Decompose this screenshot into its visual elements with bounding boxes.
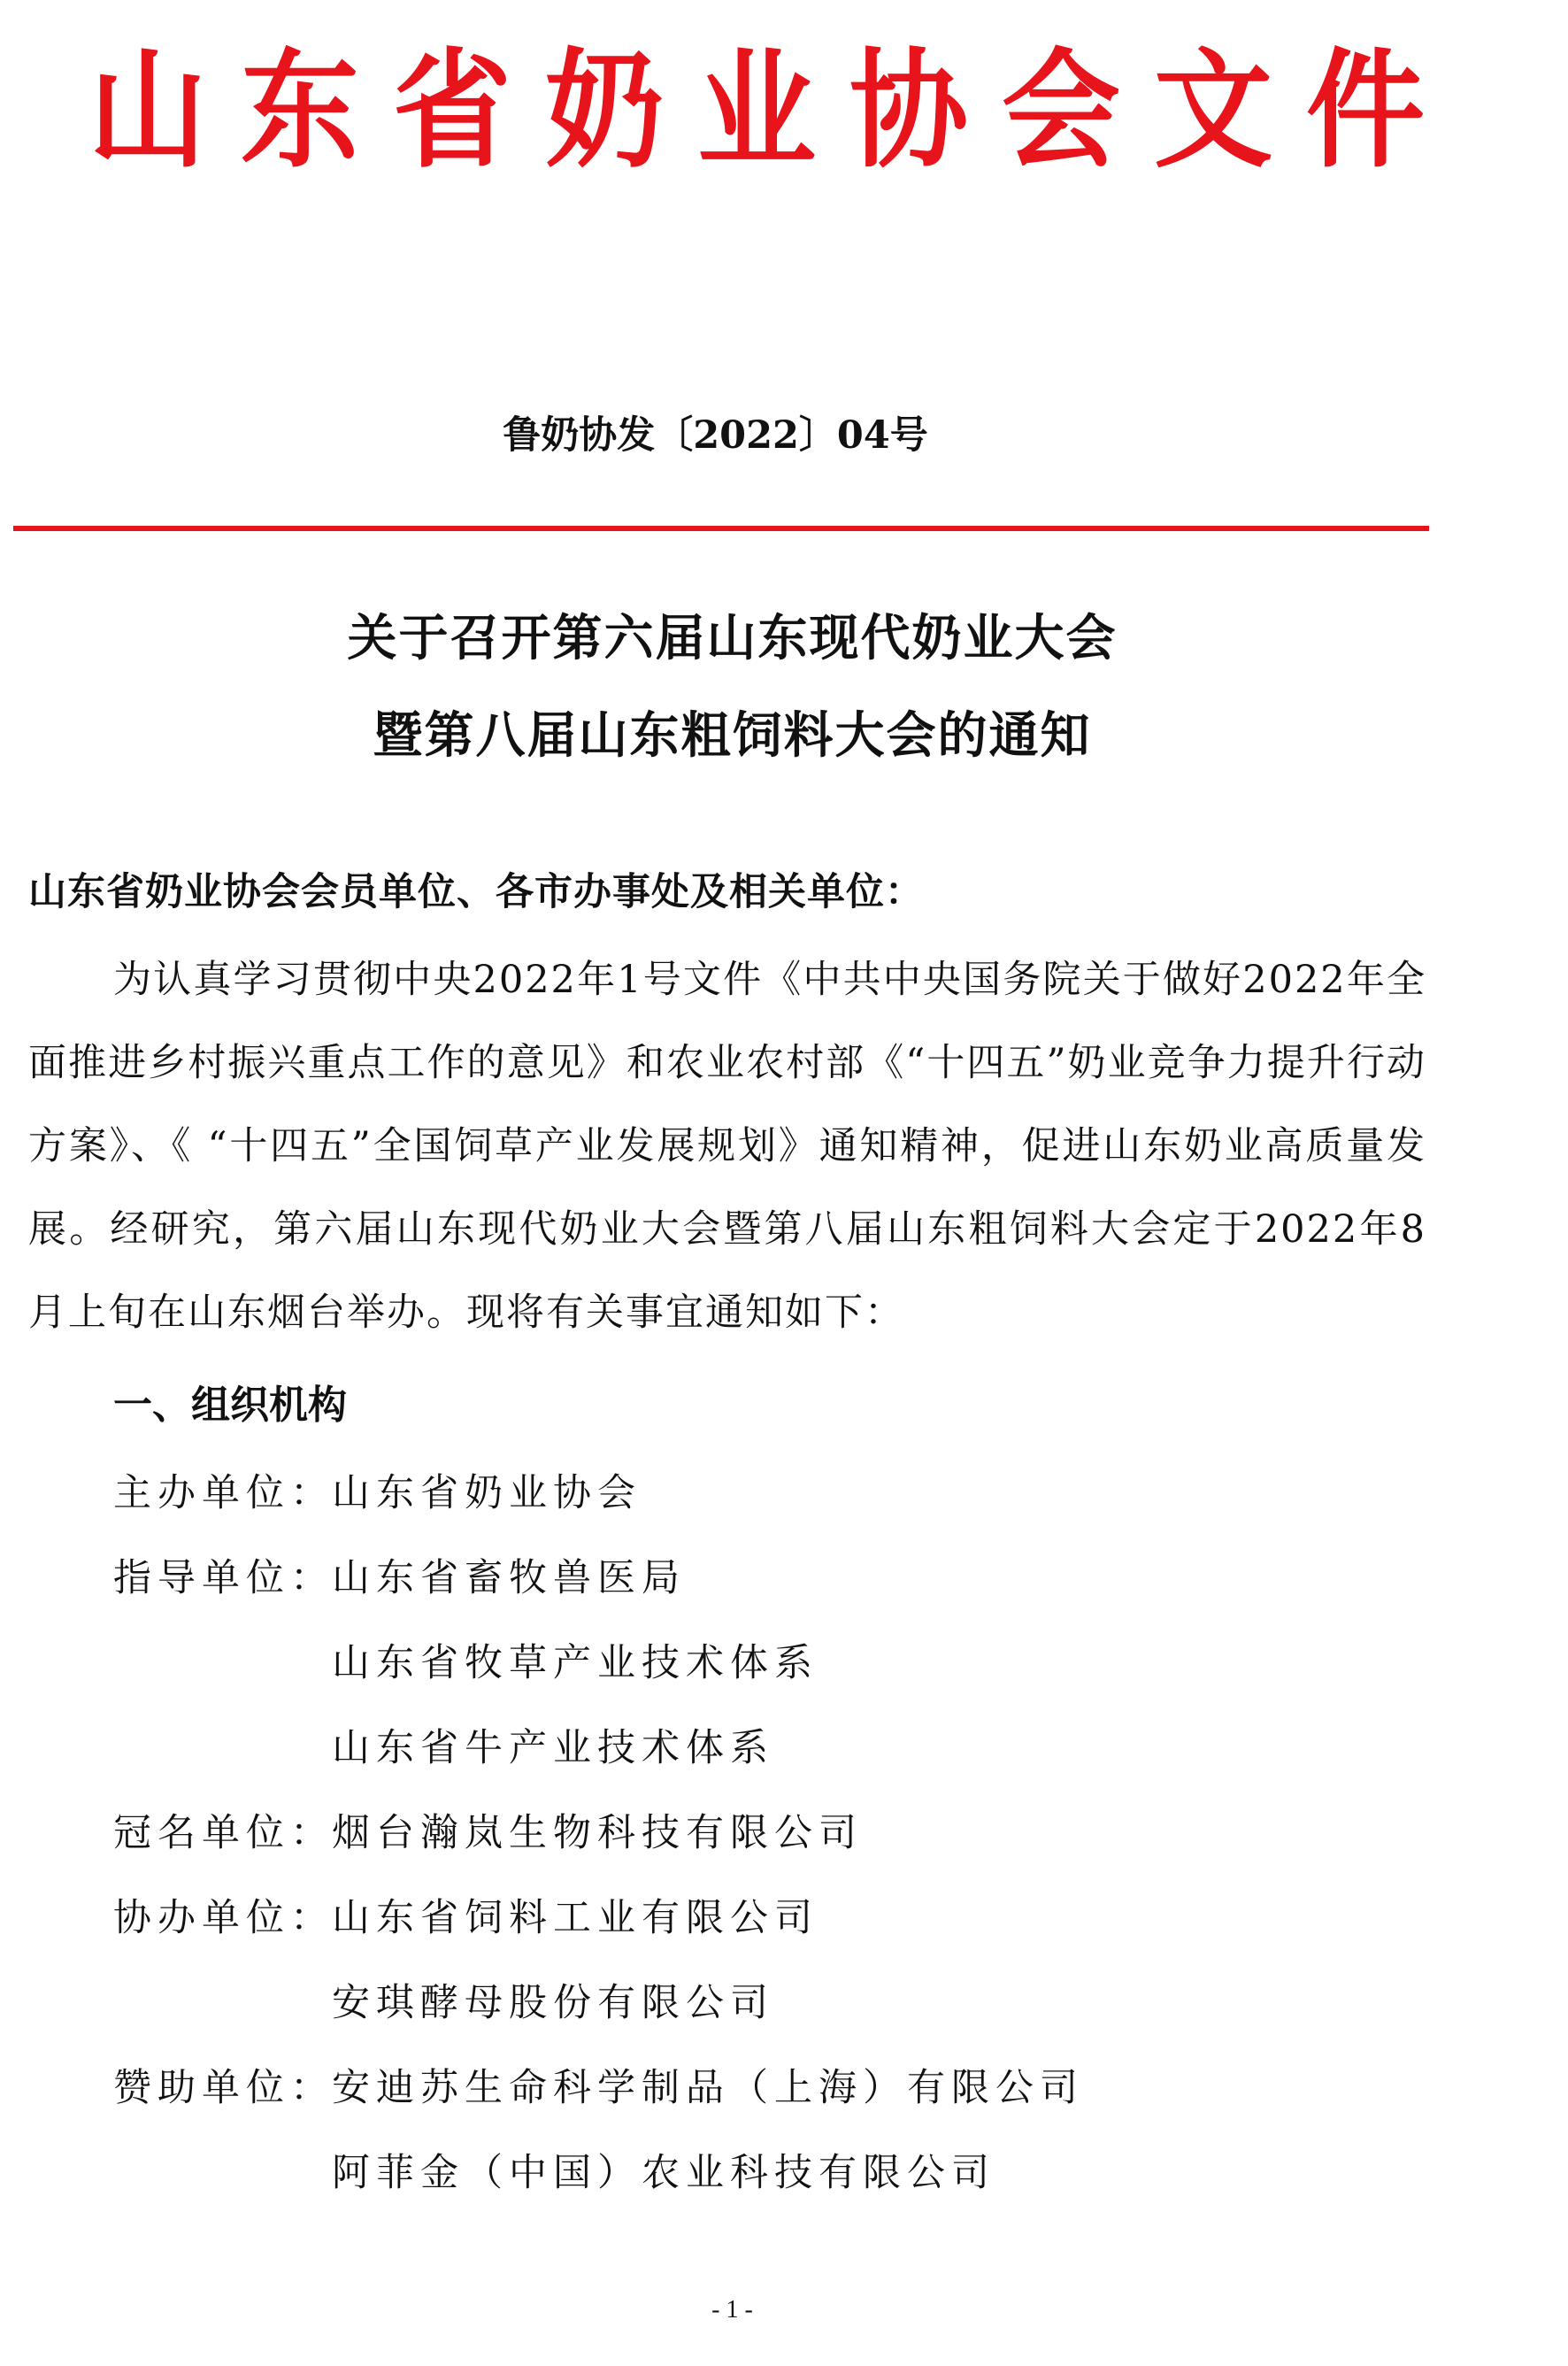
red-divider-line [13, 526, 1429, 531]
guidance-value-2: 山东省牧草产业技术体系 [332, 1641, 819, 1685]
notice-title-line-1: 关于召开第六届山东现代奶业大会 [347, 609, 1118, 667]
section-heading-organization: 一、组织机构 [113, 1383, 347, 1428]
title-sponsor-value: 烟台瀚岚生物科技有限公司 [332, 1811, 863, 1855]
host-label: 主办单位： [113, 1471, 334, 1515]
body-paragraph: 为认真学习贯彻中央2022年1号文件《中共中央国务院关于做好2022年全面推进乡村振兴重点工作的意见》和农业农村部《“十四五”奶业竞争力提升行动方案》、《 “十四五”全国饲草产业发展规划》通知精神，促进山东奶业高质量发展。经研究，第六届山东现代奶业大会暨第八届山东粗饲料大会定于2022年8月上旬在山东烟台举办。现将有关事宜通知如下： [28, 958, 1426, 1335]
page-number: - 1 - [711, 2296, 753, 2324]
salutation: 山东省奶业协会会员单位、各市办事处及相关单位： [28, 870, 924, 914]
co-organizer-value-2: 安琪酵母股份有限公司 [332, 1981, 774, 2025]
masthead-title: 山东省奶业协会文件 [88, 35, 1459, 186]
sponsor-value-1: 安迪苏生命科学制品（上海）有限公司 [332, 2066, 1084, 2110]
guidance-label: 指导单位： [113, 1556, 334, 1600]
document-number: 鲁奶协发〔2022〕04号 [503, 413, 928, 458]
co-organizer-label: 协办单位： [113, 1896, 334, 1940]
sponsor-value-2: 阿菲金（中国）农业科技有限公司 [332, 2151, 995, 2195]
host-value: 山东省奶业协会 [332, 1471, 642, 1515]
co-organizer-value-1: 山东省饲料工业有限公司 [332, 1896, 819, 1940]
guidance-value-3: 山东省牛产业技术体系 [332, 1726, 774, 1770]
sponsor-label: 赞助单位： [113, 2066, 334, 2110]
guidance-value-1: 山东省畜牧兽医局 [332, 1556, 686, 1600]
notice-title-line-2: 暨第八届山东粗饲料大会的通知 [373, 706, 1092, 765]
title-sponsor-label: 冠名单位： [113, 1811, 334, 1855]
